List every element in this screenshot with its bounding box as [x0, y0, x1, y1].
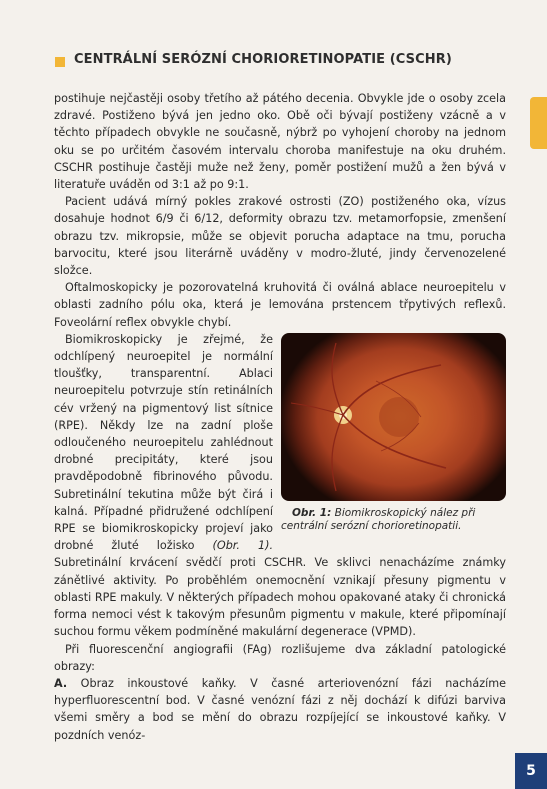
section-heading: CENTRÁLNÍ SERÓZNÍ CHORIORETINOPATIE (CSCHR) [74, 52, 452, 67]
paragraph-4-text: Biomikroskopicky je zřejmé, že odchlípený neuroepitel je normální tloušťky, transparentní. Ablaci neuroepitelu potvrzuje stín retinálních cév vržený na pigmentový list sítnice (RPE). Někdy lze na zadní ploše odloučeného neuroepitelu zahlédnout drobné precipitáty, které jsou pravděpodobně fibrinového původu. Subretinální tekutina může být čirá i kalná. Případné přidružené odchlípení RPE se biomikroskopicky projeví jako drobné žluté ložisko [54, 332, 273, 553]
fundus-drawing [281, 333, 506, 501]
body-text [54, 90, 506, 744]
fundus-image [281, 333, 506, 501]
paragraph-1: postihuje nejčastěji osoby třetího až pátého decenia. Obvykle jde o osoby zcela zdravé. Postiženo bývá jen jedno oko. Obě oči bývají postiženy vzácně a v těchto případech obvykle ne současně, nýbrž po vyhojení choroby na jednom oku se po určitém časovém intervalu choroba manifestuje na oku druhém. CSCHR postihuje častěji muže než ženy, poměr postižení mužů a žen bývá v literatuře uváděn od 3:1 až po 9:1. [54, 92, 506, 192]
figure-reference: (Obr. 1). [212, 539, 274, 553]
heading-square-icon [55, 57, 65, 67]
figure-caption-text: Biomikroskopický nález při centrální serózní chorioretinopatii. [281, 506, 476, 533]
paragraph-6 [54, 675, 506, 744]
figure-caption [281, 507, 506, 534]
figure [281, 333, 506, 534]
paragraph-4 [54, 331, 506, 641]
paragraph-3: Oftalmoskopicky je pozorovatelná kruhovitá či oválná ablace neuroepitelu v oblasti zadního pólu oka, která je lemována prstencem třpytivých reflexů. Foveolární reflex obvykle chybí. [54, 281, 506, 329]
paragraph-2: Pacient udává mírný pokles zrakové ostrosti (ZO) postiženého oka, vízus dosahuje hodnot 6/9 či 6/12, deformity obrazu tzv. metamorfopsie, zmenšení obrazu tzv. mikropsie, může se objevit porucha adaptace na tmu, porucha barvocitu, které jsou literárně uváděny v modro-žluté, jindy červenozelené složce. [54, 195, 506, 278]
list-label-a: A. [54, 676, 68, 690]
figure-label: Obr. 1: [292, 506, 332, 519]
paragraph-5: Při fluorescenční angiografii (FAg) rozlišujeme dva základní patologické obrazy: [54, 642, 506, 673]
page-number: 5 [515, 753, 547, 789]
paragraph-6-text: Obraz inkoustové kaňky. V časné arteriovenózní fázi nacházíme hyperfluorescentní bod. V časné venózní fázi z něj dochází k difúzi barviva všemi směry a bod se mění do obrazu rozpíjející se inkoustové kaňky. V pozdních venóz- [54, 676, 507, 742]
paragraph-4-text-b: Subretinální krvácení svědčí proti CSCHR. Ve sklivci nenacházíme známky zánětlivé aktivity. Po proběhlém onemocnění vznikají přesuny pigmentu v oblasti RPE makuly. V některých případech mohou opakované ataky či chronická forma nemoci vést k takovým přesunům pigmentu v makule, které připomínají suchou formu věkem podmíněné makulární degenerace (VPMD). [54, 556, 506, 639]
side-tab-marker [530, 97, 547, 149]
